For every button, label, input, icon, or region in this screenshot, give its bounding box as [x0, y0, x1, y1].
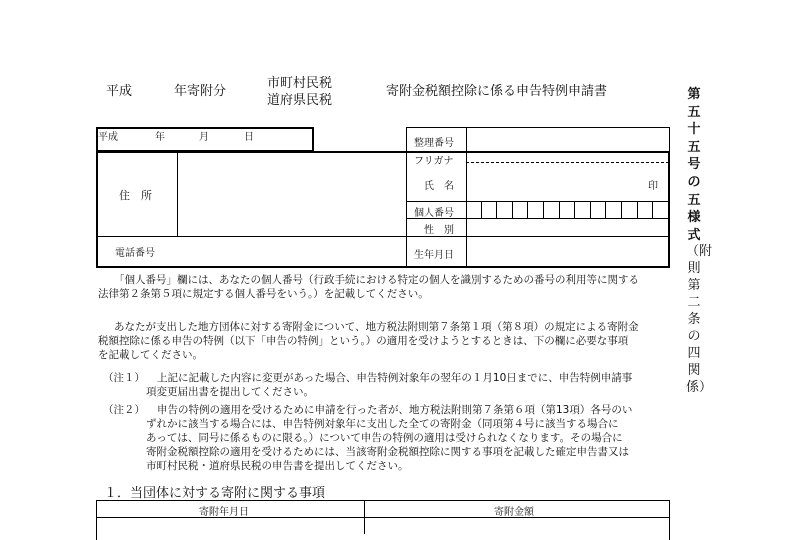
phone-field[interactable] [178, 237, 406, 267]
date-month: 月 [199, 132, 209, 143]
individual-number-note-line1: 「個人番号」欄には、あなたの個人番号（行政手続における特定の個人を識別するための番号の利用等に関する [114, 274, 639, 286]
donation-table [96, 500, 670, 540]
header-year-label: 年寄附分 [174, 84, 227, 99]
form-number-subtitle: （附則第二条の四関係） [686, 244, 713, 395]
individual-number-cells[interactable] [466, 202, 668, 218]
name-label: 氏 名 [424, 181, 454, 192]
note2-mark: （注２） [103, 404, 145, 416]
seal-mark: 印 [648, 181, 658, 192]
name-field[interactable] [467, 163, 669, 201]
note2-line2: ずれかに該当する場合には、申告特例対象年に支出した全ての寄附金（同項第４号に該当する場合に [146, 418, 619, 430]
sex-field[interactable] [467, 219, 669, 236]
address-label: 住 所 [119, 189, 152, 202]
note1-mark: （注１） [103, 372, 145, 384]
birthdate-field[interactable] [467, 237, 669, 267]
note2-line5: 市町村民税・道府県民税の申告書を提出してください。 [146, 460, 409, 472]
header-era: 平成 [106, 84, 133, 99]
individual-number-note-line2: 法律第２条第５項に規定する個人番号をいう。）を記載してください。 [98, 288, 429, 300]
intro-line3: を記載してください。 [98, 349, 203, 361]
phone-label: 電話番号 [115, 248, 155, 259]
furigana-label: フリガナ [414, 156, 454, 167]
intro-line1: あなたが支出した地方団体に対する寄附金について、地方税法附則第７条第１項（第８項）の規定による寄附金 [114, 321, 639, 333]
birthdate-label: 生年月日 [414, 250, 454, 261]
form-title: 寄附金税額控除に係る申告特例申請書 [386, 84, 608, 99]
note1-line2: 項変更届出書を提出してください。 [146, 386, 314, 398]
date-day: 日 [244, 132, 254, 143]
note2-line4: 寄附金税額控除の適用を受けるためには、当該寄附金税額控除に関する事項を記載した確定申告書又は [146, 446, 629, 458]
note2-line1: 申告の特例の適用を受けるために申請を行った者が、地方税法附則第７条第６項（第13項）各号のい [157, 404, 633, 416]
section1-title: １．当団体に対する寄附に関する事項 [104, 486, 326, 501]
reference-number-label: 整理番号 [414, 138, 454, 149]
address-field[interactable] [178, 152, 406, 236]
date-era: 平成 [98, 132, 118, 143]
form-number-title: 第五十五号の五様式 [687, 87, 701, 243]
header-tax-prefectural: 道府県民税 [267, 93, 333, 108]
note1-line1: 上記に記載した内容に変更があった場合、申告特例対象年の翌年の１月10日までに、申告特例申請事 [157, 372, 633, 384]
header-tax-municipal: 市町村民税 [267, 76, 333, 91]
reference-number-field[interactable] [467, 128, 669, 151]
individual-number-label: 個人番号 [414, 208, 454, 219]
furigana-field[interactable] [467, 152, 669, 162]
donation-amount-header: 寄附金額 [494, 507, 534, 518]
date-year: 年 [155, 132, 165, 143]
intro-line2: 税額控除に係る申告の特例（以下「申告の特例」という。）の適用を受けようとするときは、下の欄に必要な事項 [98, 335, 629, 347]
note2-line3: あっては、同号に係るものに限る。）について申告の特例の適用は受けられなくなります。その場合に [146, 432, 623, 444]
sex-label: 性 別 [424, 225, 454, 236]
donation-date-header: 寄附年月日 [199, 507, 249, 518]
